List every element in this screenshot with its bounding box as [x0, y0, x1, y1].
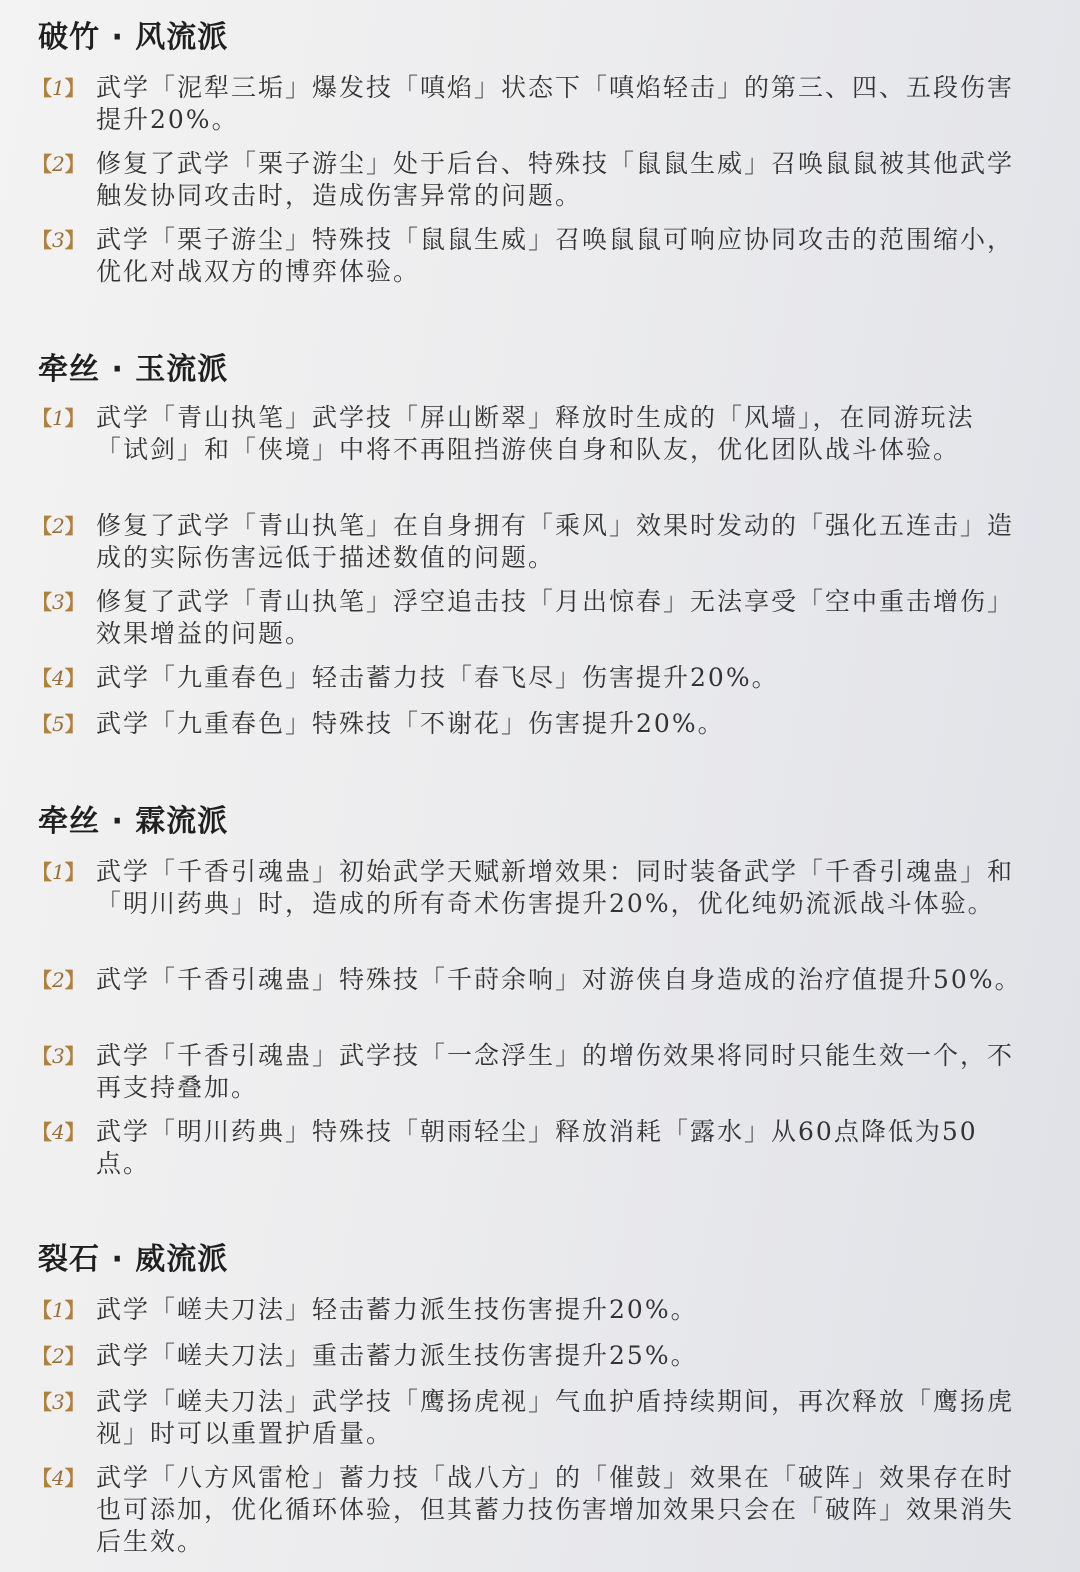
item-text: 武学「千香引魂蛊」初始武学天赋新增效果：同时装备武学「千香引魂蛊」和「明川药典」时，造成的所有奇术伤害提升20%，优化纯奶流派战斗体验。 [96, 857, 1015, 918]
section-title: 牵丝 · 玉流派 [38, 352, 229, 387]
section-title: 破竹 · 风流派 [38, 20, 229, 55]
section-title: 裂石 · 威流派 [38, 1242, 229, 1277]
item-text: 修复了武学「栗子游尘」处于后台、特殊技「鼠鼠生威」召唤鼠鼠被其他武学触发协同攻击时，造成伤害异常的问题。 [96, 149, 1015, 210]
item-text: 武学「千香引魂蛊」武学技「一念浮生」的增伤效果将同时只能生效一个，不再支持叠加。 [96, 1041, 1015, 1102]
item-text: 武学「泥犁三垢」爆发技「嗔焰」状态下「嗔焰轻击」的第三、四、五段伤害提升20%。 [96, 73, 1015, 134]
item-number: 【3】 [32, 590, 85, 614]
item-number: 【2】 [32, 1344, 85, 1368]
section-title: 牵丝 · 霖流派 [38, 804, 229, 839]
item-number: 【3】 [32, 1390, 85, 1414]
item-text: 武学「九重春色」特殊技「不谢花」伤害提升20%。 [96, 709, 725, 738]
item-text: 武学「八方风雷枪」蓄力技「战八方」的「催鼓」效果在「破阵」效果存在时也可添加，优化循环体验，但其蓄力技伤害增加效果只会在「破阵」效果消失后生效。 [96, 1463, 1015, 1556]
item-number: 【2】 [32, 968, 85, 992]
item-text: 武学「青山执笔」武学技「屏山断翠」释放时生成的「风墙」，在同游玩法「试剑」和「侠境」中将不再阻挡游侠自身和队友，优化团队战斗体验。 [96, 403, 975, 464]
item-number: 【1】 [32, 1298, 85, 1322]
item-number: 【1】 [32, 406, 85, 430]
item-text: 武学「嵯夫刀法」重击蓄力派生技伤害提升25%。 [96, 1341, 698, 1370]
item-number: 【4】 [32, 666, 85, 690]
item-number: 【1】 [32, 76, 85, 100]
item-number: 【5】 [32, 712, 85, 736]
item-number: 【3】 [32, 228, 85, 252]
item-text: 武学「千香引魂蛊」特殊技「千莳余响」对游侠自身造成的治疗值提升50%。 [96, 965, 1022, 994]
item-text: 武学「明川药典」特殊技「朝雨轻尘」释放消耗「露水」从60点降低为50点。 [96, 1117, 978, 1178]
item-number: 【2】 [32, 152, 85, 176]
item-number: 【4】 [32, 1466, 85, 1490]
item-number: 【4】 [32, 1120, 85, 1144]
item-number: 【3】 [32, 1044, 85, 1068]
item-text: 武学「嵯夫刀法」武学技「鹰扬虎视」气血护盾持续期间，再次释放「鹰扬虎视」时可以重置护盾量。 [96, 1387, 1015, 1448]
item-text: 修复了武学「青山执笔」浮空追击技「月出惊春」无法享受「空中重击增伤」效果增益的问题。 [96, 587, 1015, 648]
item-text: 修复了武学「青山执笔」在自身拥有「乘风」效果时发动的「强化五连击」造成的实际伤害远低于描述数值的问题。 [96, 511, 1015, 572]
item-number: 【1】 [32, 860, 85, 884]
item-text: 武学「嵯夫刀法」轻击蓄力派生技伤害提升20%。 [96, 1295, 698, 1324]
item-text: 武学「九重春色」轻击蓄力技「春飞尽」伤害提升20%。 [96, 663, 779, 692]
item-text: 武学「栗子游尘」特殊技「鼠鼠生威」召唤鼠鼠可响应协同攻击的范围缩小，优化对战双方的博弈体验。 [96, 225, 1015, 286]
item-number: 【2】 [32, 514, 85, 538]
